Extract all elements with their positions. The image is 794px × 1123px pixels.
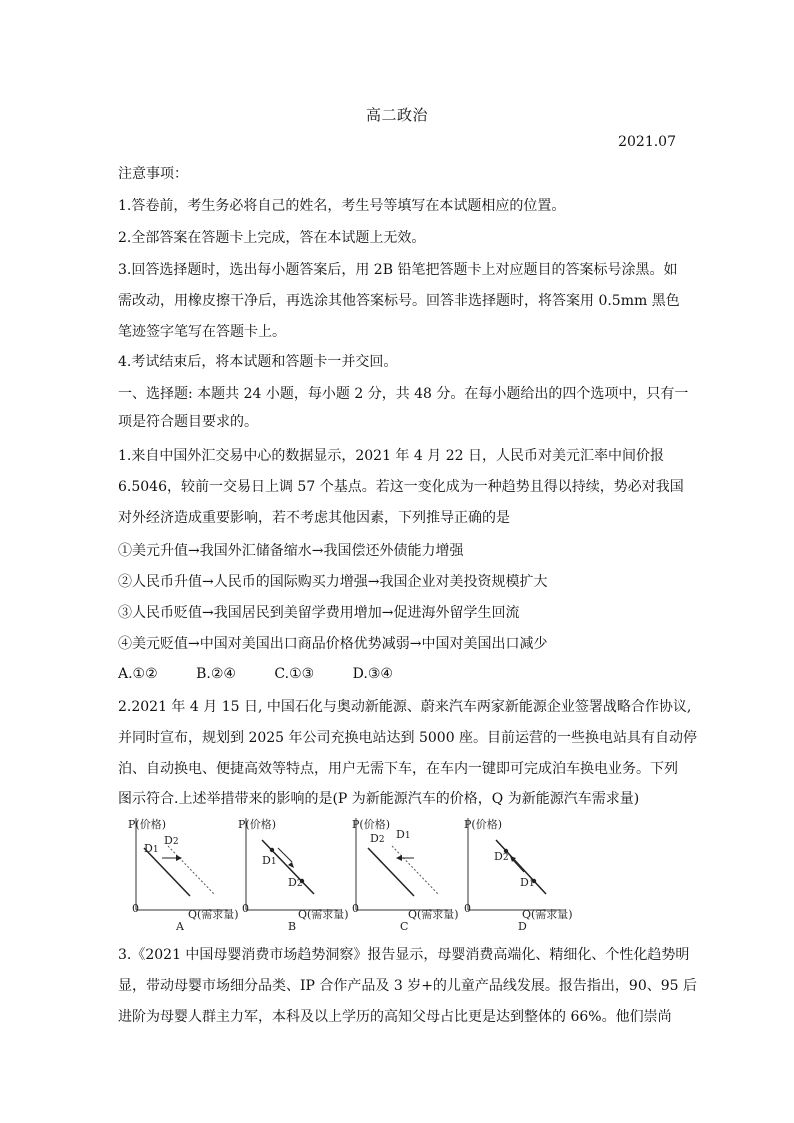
notice-item: 1.答卷前，考生务必将自己的姓名，考生号等填写在本试题相应的位置。 <box>118 198 566 214</box>
graph-letter: B <box>288 920 297 933</box>
point-label-main: D2 <box>494 850 509 863</box>
question-1-text: 1.来自中国外汇交易中心的数据显示，2021 年 4 月 22 日，人民币对美元汇率中间价报 <box>118 448 664 464</box>
question-1-statement: ③人民币贬值→我国居民到美留学费用增加→促进海外留学生回流 <box>118 605 520 621</box>
point-label-other: D2 <box>288 876 303 889</box>
movement-arrow <box>512 859 524 872</box>
demand-curve-d2 <box>368 848 414 896</box>
demand-curve-d2 <box>168 846 214 894</box>
notice-item: 2.全部答案在答题卡上完成，答在本试题上无效。 <box>118 230 426 246</box>
graph-d[interactable] <box>450 810 590 933</box>
graph-letter: D <box>518 920 527 933</box>
question-2-text: 泊、自动换电、便捷高效等特点，用户无需下车，在车内一键即可完成泊车换电业务。下列 <box>118 761 678 777</box>
origin-label: 0 <box>132 902 139 915</box>
notice-item: 3.回答选择题时，选出每小题答案后，用 2B 铅笔把答题卡上对应题目的答案标号涂黑。如 <box>118 262 678 278</box>
origin-label: 0 <box>242 902 249 915</box>
q-axis-label: Q(需求量) <box>188 908 239 921</box>
notice-item: 笔迹签字笔写在答题卡上。 <box>118 324 286 340</box>
movement-arrow <box>278 848 292 862</box>
notice-heading: 注意事项： <box>118 166 188 182</box>
notice-item: 4.考试结束后，将本试题和答题卡一并交回。 <box>118 354 398 370</box>
question-2-text: 2.2021 年 4 月 15 日, 中国石化与奥动新能源、蔚来汽车两家新能源企业签署战略合作协议, <box>118 699 692 715</box>
curve-label-other: D2 <box>164 834 179 847</box>
graph-letter: A <box>176 920 184 933</box>
graph-letter: C <box>400 920 409 933</box>
shift-arrow-head <box>396 855 402 861</box>
question-2-text: 图示符合.上述举措带来的影响的是(P 为新能源汽车的价格，Q 为新能源汽车需求量) <box>118 791 640 807</box>
curve-label-main: D1 <box>144 842 159 855</box>
question-1-statement: ④美元贬值→中国对美国出口商品价格优势减弱→中国对美国出口减少 <box>118 636 548 652</box>
question-2-text: 并同时宣布，规划到 2025 年公司充换电站达到 5000 座。目前运营的一些换电站具有自动停 <box>118 730 698 746</box>
q-axis-label: Q(需求量) <box>408 908 459 921</box>
option-b[interactable]: B.②④ <box>196 666 236 682</box>
demand-curve-d1 <box>144 848 190 896</box>
question-3-text: 3.《2021 中国母婴消费市场趋势洞察》报告显示，母婴消费高端化、精细化、个性化趋势明 <box>118 947 690 963</box>
option-c[interactable]: C.①③ <box>274 666 315 682</box>
point-label-main: D1 <box>262 854 277 867</box>
demand-curve-d1 <box>392 846 438 894</box>
curve-label-other: D1 <box>396 828 411 841</box>
p-axis-label: P(价格) <box>464 818 502 831</box>
origin-label: 0 <box>352 902 359 915</box>
curve-label-main: D2 <box>370 832 385 845</box>
question-1-statement: ②人民币升值→人民币的国际购买力增强→我国企业对美投资规模扩大 <box>118 574 548 590</box>
question-1-options <box>118 664 427 684</box>
p-axis-label: P(价格) <box>352 818 390 831</box>
origin-label: 0 <box>464 902 471 915</box>
point-d1 <box>270 848 274 852</box>
page-title: 高二政治 <box>365 106 428 124</box>
question-1-text: 6.5046，较前一交易日上调 57 个基点。若这一变化成为一种趋势且得以持续，势必对我国 <box>118 479 684 495</box>
notice-item: 需改动，用橡皮擦干净后，再选涂其他答案标号。回答非选择题时，将答案用 0.5mm 黑色 <box>118 293 680 309</box>
question-1-statement: ①美元升值→我国外汇储备缩水→我国偿还外债能力增强 <box>118 543 464 559</box>
question-3-text: 显，带动母婴市场细分品类、IP 合作产品及 3 岁+的儿童产品线发展。报告指出，90、95 后 <box>118 978 698 994</box>
q-axis-label: Q(需求量) <box>522 908 573 921</box>
p-axis-label: P(价格) <box>238 818 276 831</box>
q-axis-label: Q(需求量) <box>298 908 349 921</box>
exam-date: 2021.07 <box>618 134 676 150</box>
option-d[interactable]: D.③④ <box>352 666 393 682</box>
p-axis-label: P(价格) <box>128 818 166 831</box>
question-3-text: 进阶为母婴人群主力军，本科及以上学历的高知父母占比更是达到整体的 66%。他们崇尚 <box>118 1009 672 1025</box>
section-heading: 一、选择题: 本题共 24 小题，每小题 2 分，共 48 分。在每小题给出的四个选项中，只有一 <box>118 386 689 402</box>
point-label-other: D1 <box>520 876 535 889</box>
section-heading: 项是符合题目要求的。 <box>118 414 258 430</box>
option-a[interactable]: A.①② <box>118 666 158 682</box>
question-1-text: 对外经济造成重要影响，若不考虑其他因素，下列推导正确的是 <box>118 510 510 526</box>
shift-arrow-head <box>176 855 182 861</box>
